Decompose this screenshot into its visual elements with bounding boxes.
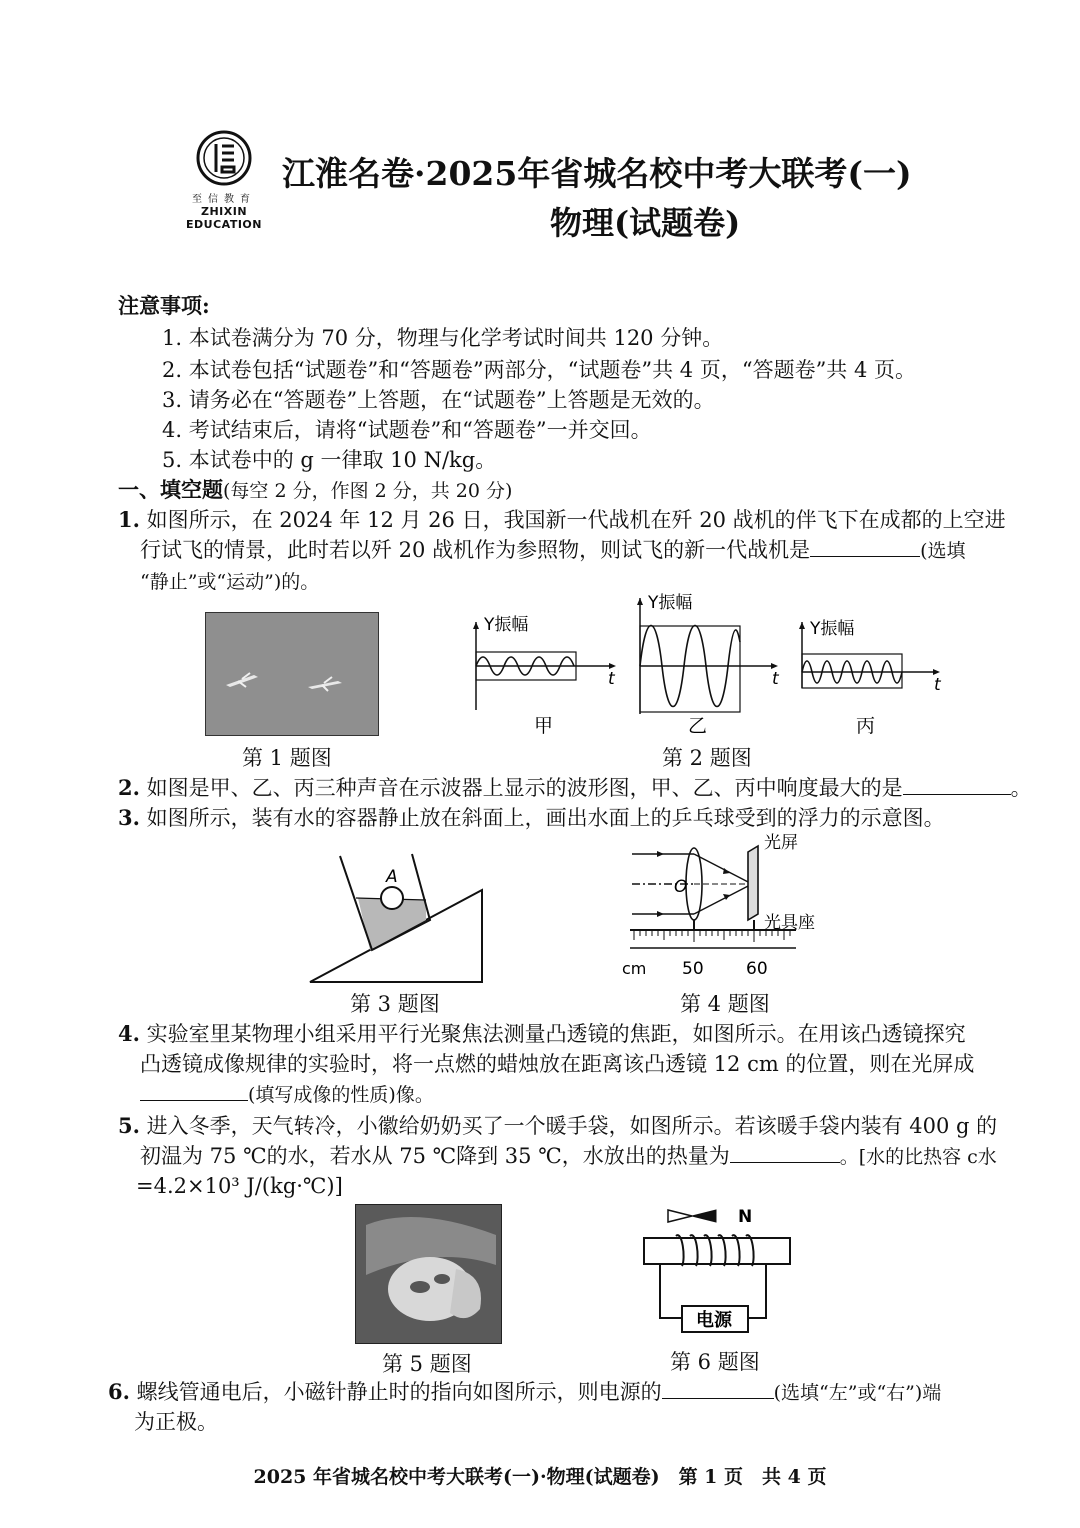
question-6-text1: 螺线管通电后，小磁针静止时的指向如图所示，则电源的 [136, 1380, 662, 1404]
question-5-line3: =4.2×10³ J/(kg·℃)] [136, 1174, 343, 1198]
fig2-axis-x-jia: t [608, 669, 615, 689]
question-1-text1: 如图所示，在 2024 年 12 月 26 日，我国新一代战机在歼 20 战机的伴飞下在成都的上空进 [146, 508, 1006, 532]
question-2 [118, 772, 1032, 804]
question-5-answer-blank[interactable] [730, 1140, 840, 1163]
solenoid-core [644, 1238, 790, 1264]
notice-item-1: 1. 本试卷满分为 70 分，物理与化学考试时间共 120 分钟。 [162, 326, 724, 350]
notice-item-3: 3. 请务必在“答题卷”上答题，在“试题卷”上答题是无效的。 [162, 388, 715, 412]
question-1-line2 [140, 534, 966, 567]
question-1-line1 [118, 504, 1006, 536]
aircraft-photo-image [206, 613, 378, 735]
figure-5-caption: 第 5 题图 [382, 1352, 472, 1376]
question-1-text3: (选填 [920, 540, 966, 562]
question-5-line1 [118, 1110, 997, 1142]
question-3-number: 3. [118, 805, 140, 830]
waveform-jia [473, 622, 616, 710]
fig4-screen-label: 光屏 [764, 833, 798, 853]
figure-1-photo [205, 612, 379, 736]
question-4-number: 4. [118, 1021, 140, 1046]
question-4-line3 [140, 1078, 434, 1111]
question-5-line2 [140, 1140, 997, 1173]
waveform-yi [637, 598, 778, 714]
question-5-text3: 。[水的比热容 c水 [839, 1146, 997, 1168]
figure-4-lens-bench [620, 832, 820, 982]
question-6-line1 [108, 1376, 941, 1409]
logo-emblem-icon [194, 128, 254, 188]
notice-item-2: 2. 本试卷包括“试题卷”和“答题卷”两部分，“试题卷”共 4 页，“答题卷”共 4 页。 [162, 358, 917, 382]
fig2-axis-y-bing: Y振幅 [810, 619, 855, 639]
solenoid-coil [676, 1235, 754, 1266]
fig2-label-yi: 乙 [688, 715, 708, 737]
fig2-axis-x-yi: t [772, 669, 779, 689]
question-2-end: 。 [1010, 776, 1032, 800]
question-1-number: 1. [118, 507, 140, 532]
fig6-power-label: 电源 [696, 1310, 732, 1331]
fig6-pole-label: N [738, 1207, 753, 1227]
question-5-number: 5. [118, 1113, 140, 1138]
question-4-line2: 凸透镜成像规律的实验时，将一点燃的蜡烛放在距离该凸透镜 12 cm 的位置，则在光屏成 [140, 1052, 975, 1076]
fig4-tick-50: 50 [682, 959, 704, 979]
fig2-axis-y-yi: Y振幅 [648, 593, 693, 613]
question-6-line2: 为正极。 [134, 1410, 218, 1434]
fig4-bench-label: 光具座 [764, 913, 815, 933]
question-1-answer-blank[interactable] [810, 534, 920, 557]
publisher-logo [168, 128, 280, 231]
figure-2-waveforms [460, 592, 960, 742]
fig4-origin-label: O [674, 877, 688, 897]
fig2-label-jia: 甲 [534, 715, 554, 737]
section-note: (每空 2 分，作图 2 分，共 20 分) [223, 480, 513, 502]
figure-4-caption: 第 4 题图 [680, 992, 770, 1016]
question-4-text1: 实验室里某物理小组采用平行光聚焦法测量凸透镜的焦距，如图所示。在用该凸透镜探究 [146, 1022, 966, 1046]
question-2-answer-blank[interactable] [903, 772, 1011, 795]
section-title: 一、填空题 [118, 477, 223, 502]
fig3-ball-label: A [386, 867, 398, 887]
hand-warmer-image [356, 1205, 501, 1343]
compass-needle-s [668, 1210, 692, 1222]
fig2-label-bing: 丙 [856, 715, 876, 737]
fig4-tick-60: 60 [746, 959, 768, 979]
question-5-text1: 进入冬季，天气转冷，小徽给奶奶买了一个暖手袋，如图所示。若该暖手袋内装有 400 g 的 [146, 1114, 998, 1138]
notice-item-5: 5. 本试卷中的 g 一律取 10 N/kg。 [162, 448, 497, 472]
logo-en-text: ZHIXIN EDUCATION [186, 205, 262, 231]
question-2-number: 2. [118, 775, 140, 800]
notice-heading: 注意事项: [118, 293, 210, 318]
page-subtitle: 物理(试题卷) [550, 204, 741, 242]
ping-pong-ball [381, 887, 403, 909]
light-screen [748, 846, 758, 920]
question-2-text: 如图是甲、乙、丙三种声音在示波器上显示的波形图，甲、乙、丙中响度最大的是 [146, 776, 903, 800]
fig2-axis-x-bing: t [934, 675, 941, 695]
section-heading [118, 474, 512, 507]
question-4-text3: (填写成像的性质)像。 [248, 1084, 434, 1106]
figure-2-caption: 第 2 题图 [662, 746, 752, 770]
figure-6-solenoid-circuit [636, 1200, 796, 1346]
figure-3-caption: 第 3 题图 [350, 992, 440, 1016]
question-5-text2: 初温为 75 ℃的水，若水从 75 ℃降到 35 ℃，水放出的热量为 [140, 1144, 730, 1168]
figure-1-caption: 第 1 题图 [242, 746, 332, 770]
question-6-text2: (选填“左”或“右”)端 [773, 1382, 942, 1404]
fig4-unit-label: cm [622, 959, 647, 978]
figure-3-container-on-slope [300, 846, 500, 986]
question-1-text2: 行试飞的情景，此时若以歼 20 战机作为参照物，则试飞的新一代战机是 [140, 538, 811, 562]
question-4-answer-blank[interactable] [140, 1078, 248, 1101]
page-footer: 2025 年省城名校中考大联考(一)·物理(试题卷) 第 1 页 共 4 页 [253, 1466, 827, 1488]
question-6-answer-blank[interactable] [662, 1376, 774, 1399]
page-title: 江淮名卷·2025年省城名校中考大联考(一) [282, 154, 912, 193]
question-1-line3: “静止”或“运动”)的。 [140, 571, 320, 593]
figure-6-caption: 第 6 题图 [670, 1350, 760, 1374]
logo-cn-text: 至信教育 [192, 194, 256, 205]
figure-5-photo [355, 1204, 502, 1344]
question-3 [118, 802, 945, 834]
question-3-text: 如图所示，装有水的容器静止放在斜面上，画出水面上的乒乓球受到的浮力的示意图。 [146, 806, 945, 830]
notice-item-4: 4. 考试结束后，请将“试题卷”和“答题卷”一并交回。 [162, 418, 652, 442]
compass-needle-n [692, 1210, 716, 1222]
question-4-line1 [118, 1018, 966, 1050]
fig2-axis-y-jia: Y振幅 [484, 615, 529, 635]
question-6-number: 6. [108, 1379, 130, 1404]
